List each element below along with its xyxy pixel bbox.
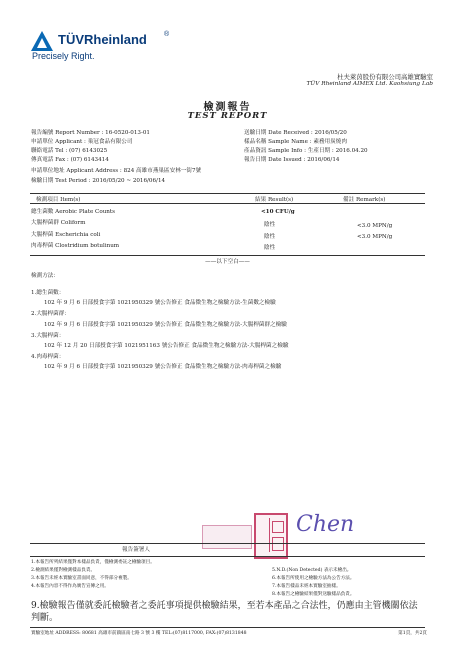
row-result: 陰性 (264, 245, 276, 251)
logo-brand: TÜVRheinland (58, 32, 147, 47)
date-issued: 報告日期 Date Issued : 2016/06/14 (244, 157, 340, 163)
note: 1.本報告所列結果僅對本樣品負責，僅檢測委託之檢驗項目。 (31, 560, 155, 565)
row-remark: <3.0 MPN/g (357, 234, 393, 240)
methods-heading: 檢測方法： (31, 273, 59, 279)
note: 7.本報告樣品未經本實驗室抽樣。 (272, 584, 341, 589)
method-title: 2.大腸桿菌群： (31, 311, 70, 317)
row-item: 大腸桿菌 Escherichia coli (31, 232, 101, 238)
method-title: 3.大腸桿菌： (31, 333, 65, 339)
row-item: 大腸桿菌群 Coliform (31, 220, 86, 226)
note-9: 9.檢驗報告僅就委託檢驗者之委託事項提供檢驗結果，至若本產品之合法性，仍應由主管機關依法判斷。 (31, 601, 418, 623)
end-of-table-text: ——以下空白—— (205, 259, 250, 265)
sample-info: 產品資訊 Sample Info : 生產日期 : 2016.04.20 (244, 148, 368, 154)
header-remark: 備註 Remark(s) (343, 197, 386, 203)
sample-name: 樣品名稱 Sample Name : 素務用炭燒肉 (244, 139, 347, 145)
logo-reg: ® (164, 31, 170, 38)
date-received: 送驗日期 Date Received : 2016/05/20 (244, 130, 347, 136)
logo-tagline: Precisely Right. (32, 51, 95, 61)
header-item: 檢測項目 Item(s) (36, 197, 81, 203)
applicant: 申請單位 Applicant : 巢冠食品有限公司 (31, 139, 133, 145)
note: 2.檢測結果僅對檢測樣品負責。 (31, 568, 96, 573)
footer-border (30, 627, 425, 628)
notes-separator (30, 556, 425, 557)
lab-name-en: TÜV Rheinland AIMEX Ltd. Kaohsiung Lab (306, 81, 433, 87)
note: 4.本報告內容不得作為廣告宣傳之用。 (31, 584, 109, 589)
note: 5.N.D.(Non Detected) 表示未檢出。 (272, 568, 352, 573)
row-item: 肉毒桿菌 Clostridium botulinum (31, 243, 120, 249)
note: 8.本報告之檢驗結果僅對送驗樣品負責。 (272, 592, 355, 597)
footer-address: 實驗室地址 ADDRESS: 80681 高雄市前鎮區南七路 3 號 3 樓 TEL:(07)8117000, FAX:(07)8131848 (31, 631, 247, 636)
method-text: 102 年 12 月 20 日部授食字第 1021951163 號公告修正 食品微生物之檢驗方法-大腸桿菌之檢驗 (44, 343, 289, 349)
row-result: <10 CFU/g (261, 209, 295, 215)
row-result: 陰性 (264, 234, 276, 240)
note: 3.本報告未經本實驗室書面同意，不得部分複製。 (31, 576, 132, 581)
company-seal (254, 513, 288, 559)
report-number: 報告編號 Report Number : 16-0520-013-01 (31, 130, 150, 136)
signature: Chen (296, 512, 355, 537)
row-remark: <3.0 MPN/g (357, 223, 393, 229)
fax: 傳真電話 Fax : (07) 6143414 (31, 157, 109, 163)
tuv-triangle-icon (30, 30, 54, 52)
table-end-border (30, 255, 425, 256)
header-result: 結果 Result(s) (255, 197, 294, 203)
method-text: 102 年 9 月 6 日部授食字第 1021950329 號公告修正 食品微生物之檢驗方法-生菌數之檢驗 (44, 300, 276, 306)
method-title: 4.肉毒桿菌： (31, 354, 65, 360)
note: 6.本報告所使用之檢驗方法為公告方法。 (272, 576, 355, 581)
title-en: TEST REPORT (187, 111, 268, 121)
title-zh: 檢測報告 (203, 102, 252, 113)
notes-top-border (30, 543, 425, 544)
row-result: 陰性 (264, 222, 276, 228)
table-top-border (30, 193, 425, 194)
tel: 聯絡電話 Tel : (07) 6143025 (31, 148, 108, 154)
test-period: 檢驗日期 Test Period : 2016/05/20 ~ 2016/06/14 (31, 178, 166, 184)
method-text: 102 年 9 月 6 日部授食字第 1021950329 號公告修正 食品微生物之檢驗方法-大腸桿菌群之檢驗 (44, 322, 287, 328)
row-item: 總生菌數 Aerobic Plate Counts (31, 209, 116, 215)
method-text: 102 年 9 月 6 日部授食字第 1021950329 號公告修正 食品微生物之檢驗方法-肉毒桿菌之檢驗 (44, 364, 282, 370)
logo (26, 24, 186, 64)
page-number: 第1頁，共2頁 (398, 631, 427, 636)
official-stamp (202, 525, 252, 549)
table-header-border (30, 203, 425, 204)
signatory-label: 報告簽署人 (122, 547, 150, 553)
method-title: 1.總生菌數： (31, 290, 65, 296)
applicant-address: 申請單位地址 Applicant Address : 824 高雄市燕巢區安林一街7號 (31, 168, 202, 174)
lab-name-zh: 杜夫萊茵股份有限公司高雄實驗室 (337, 73, 433, 81)
